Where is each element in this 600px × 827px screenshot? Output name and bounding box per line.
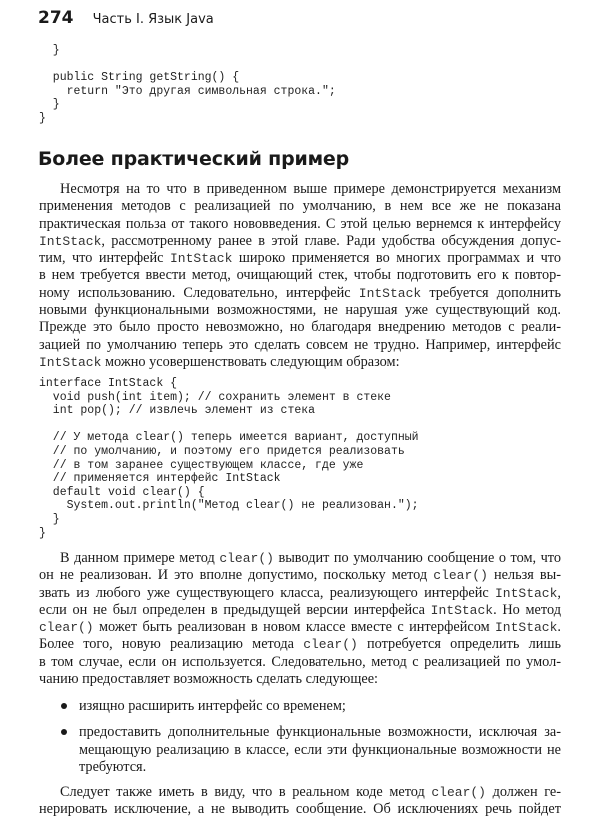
text-run: можно усовершенствовать следующим образом: [101, 353, 400, 370]
code-line [39, 418, 419, 432]
text-run: применения методов с реализацией по умолчанию, в нем все же не показана [39, 198, 561, 215]
text-run: тим, что интерфейс [39, 250, 170, 267]
code-line: public String getString() { [39, 71, 240, 85]
text-run: требуются. [79, 758, 147, 775]
inline-code: clear() [39, 620, 94, 636]
code-line: } [39, 111, 46, 125]
code-line: return "Это другая символьная строка."; [39, 84, 336, 98]
text-line [79, 724, 561, 741]
text-line [39, 567, 561, 584]
bullet-item [39, 724, 561, 776]
text-run: , [557, 584, 561, 601]
text-run: Прежде это было просто невозможно, но благодаря внедрению методов с реали- [39, 319, 561, 336]
inline-code: IntStack [170, 251, 233, 267]
text-run: ному использованию. Следовательно, интерфейс [39, 284, 359, 301]
text-line [39, 302, 561, 319]
running-title: Часть I. Язык Java [92, 12, 214, 27]
code-line: // У метода clear() теперь имеется вариант, доступный [39, 431, 419, 445]
text-line [39, 619, 561, 636]
text-run: в нем требуется ввести метод, очищающий стек, чтобы подготовить его к повтор- [39, 267, 561, 284]
text-run: выводит по умолчанию сообщение о том, что [273, 550, 561, 566]
bullet-dot-icon [61, 729, 67, 735]
text-line [39, 550, 561, 567]
text-line [39, 602, 561, 619]
inline-code: IntStack [39, 233, 102, 249]
text-line [39, 250, 561, 267]
text-line [39, 354, 561, 371]
text-run: нерировать исключение, а не выводить сообщение. Об исключениях речь пойдет [39, 801, 561, 818]
bullet-item [39, 698, 561, 715]
text-run: нельзя вы- [487, 567, 561, 584]
text-run: В данном примере метод [60, 550, 220, 566]
text-line [79, 742, 561, 759]
paragraph-explanation [39, 550, 561, 688]
text-run: широко применяется во многих программах и что [232, 250, 561, 267]
code-line: // в том заранее существующем классе, где уже [39, 458, 364, 472]
text-run: потребуется определить лишь [357, 636, 561, 653]
text-line [39, 319, 561, 336]
inline-code: clear() [219, 551, 274, 566]
text-line [39, 671, 561, 688]
inline-code: clear() [431, 785, 486, 800]
code-line: // по умолчанию, и поэтому его придется реализовать [39, 444, 405, 458]
inline-code: IntStack [495, 585, 558, 601]
code-listing-intstack [39, 377, 419, 540]
paragraph-intro [39, 181, 561, 371]
text-run: звать из любого уже существующего класса, реализующего интерфейс [39, 584, 495, 601]
text-run: изящно расширить интерфейс со временем; [79, 698, 346, 714]
text-run: мещающую реализацию в классе, если эти функциональные возможности не [79, 741, 561, 758]
code-line: System.out.println("Метод clear() не реализован."); [39, 499, 419, 513]
text-run: практическая польза от такого нововведения. С этой целью вернемся к интерфейсу [39, 215, 561, 232]
text-line [39, 198, 561, 215]
text-run: должен ге- [485, 784, 561, 800]
inline-code: clear() [303, 637, 358, 653]
text-line [39, 784, 561, 801]
inline-code: IntStack [495, 620, 558, 636]
code-listing-getstring [39, 44, 336, 126]
text-line [39, 285, 561, 302]
running-header [38, 8, 214, 28]
text-line [39, 801, 561, 818]
text-run: Более того, новую реализацию метода [39, 636, 304, 653]
text-run: он не реализован. И это вполне допустимо, поскольку метод [39, 567, 434, 584]
text-run: может быть реализован в новом классе вместе с интерфейсом [93, 619, 495, 636]
text-run: требуется дополнить [421, 284, 561, 301]
code-line: default void clear() { [39, 485, 205, 499]
text-run: Следует также иметь в виду, что в реальном коде метод [60, 784, 432, 800]
code-line [39, 58, 336, 72]
code-line: interface IntStack { [39, 377, 178, 390]
text-run: чанию предоставляет возможность сделать следующее: [39, 671, 379, 688]
section-title: Более практический пример [38, 148, 349, 170]
bullet-dot-icon [61, 703, 67, 709]
code-line: // применяется интерфейс IntStack [39, 472, 281, 486]
text-run: новыми функциональными возможностями, не нарушая уже существующий код. [39, 302, 561, 319]
text-line [79, 759, 561, 776]
text-line [39, 233, 561, 250]
code-line: void push(int item); // сохранить элемент в стеке [39, 390, 391, 404]
text-run: Несмотря на то что в приведенном выше примере демонстрируется механизм [60, 181, 561, 197]
code-line: } [39, 526, 46, 540]
inline-code: IntStack [39, 354, 102, 370]
text-line [39, 181, 561, 198]
code-line: } [39, 98, 60, 112]
text-line [39, 585, 561, 602]
text-run: зацией по умолчанию теперь это сделать совсем не трудно. Например, интерфейс [39, 336, 561, 353]
text-run: в том случае, если он используется. Следовательно, метод с реализацией по умол- [39, 653, 561, 670]
code-line: } [39, 512, 60, 526]
text-line [39, 337, 561, 354]
text-line [39, 636, 561, 653]
inline-code: IntStack [358, 285, 422, 301]
inline-code: clear() [433, 568, 488, 584]
text-run: , рассмотренному ранее в этой главе. Ради удобства обсуждения допус- [101, 232, 561, 249]
inline-code: IntStack [430, 602, 494, 618]
text-line [39, 267, 561, 284]
code-line: int pop(); // извлечь элемент из стека [39, 404, 316, 418]
text-line [79, 698, 561, 715]
code-line: } [39, 44, 60, 57]
text-run: . Но метод [493, 601, 561, 618]
page-number: 274 [38, 8, 74, 28]
paragraph-note [39, 784, 561, 819]
text-run: предоставить дополнительные функциональные возможности, исключая за- [79, 724, 561, 741]
text-line [39, 216, 561, 233]
text-run: . [557, 619, 561, 636]
bullet-list [39, 698, 561, 785]
text-line [39, 654, 561, 671]
text-run: если он не был определен в предыдущей версии интерфейса [39, 601, 431, 618]
